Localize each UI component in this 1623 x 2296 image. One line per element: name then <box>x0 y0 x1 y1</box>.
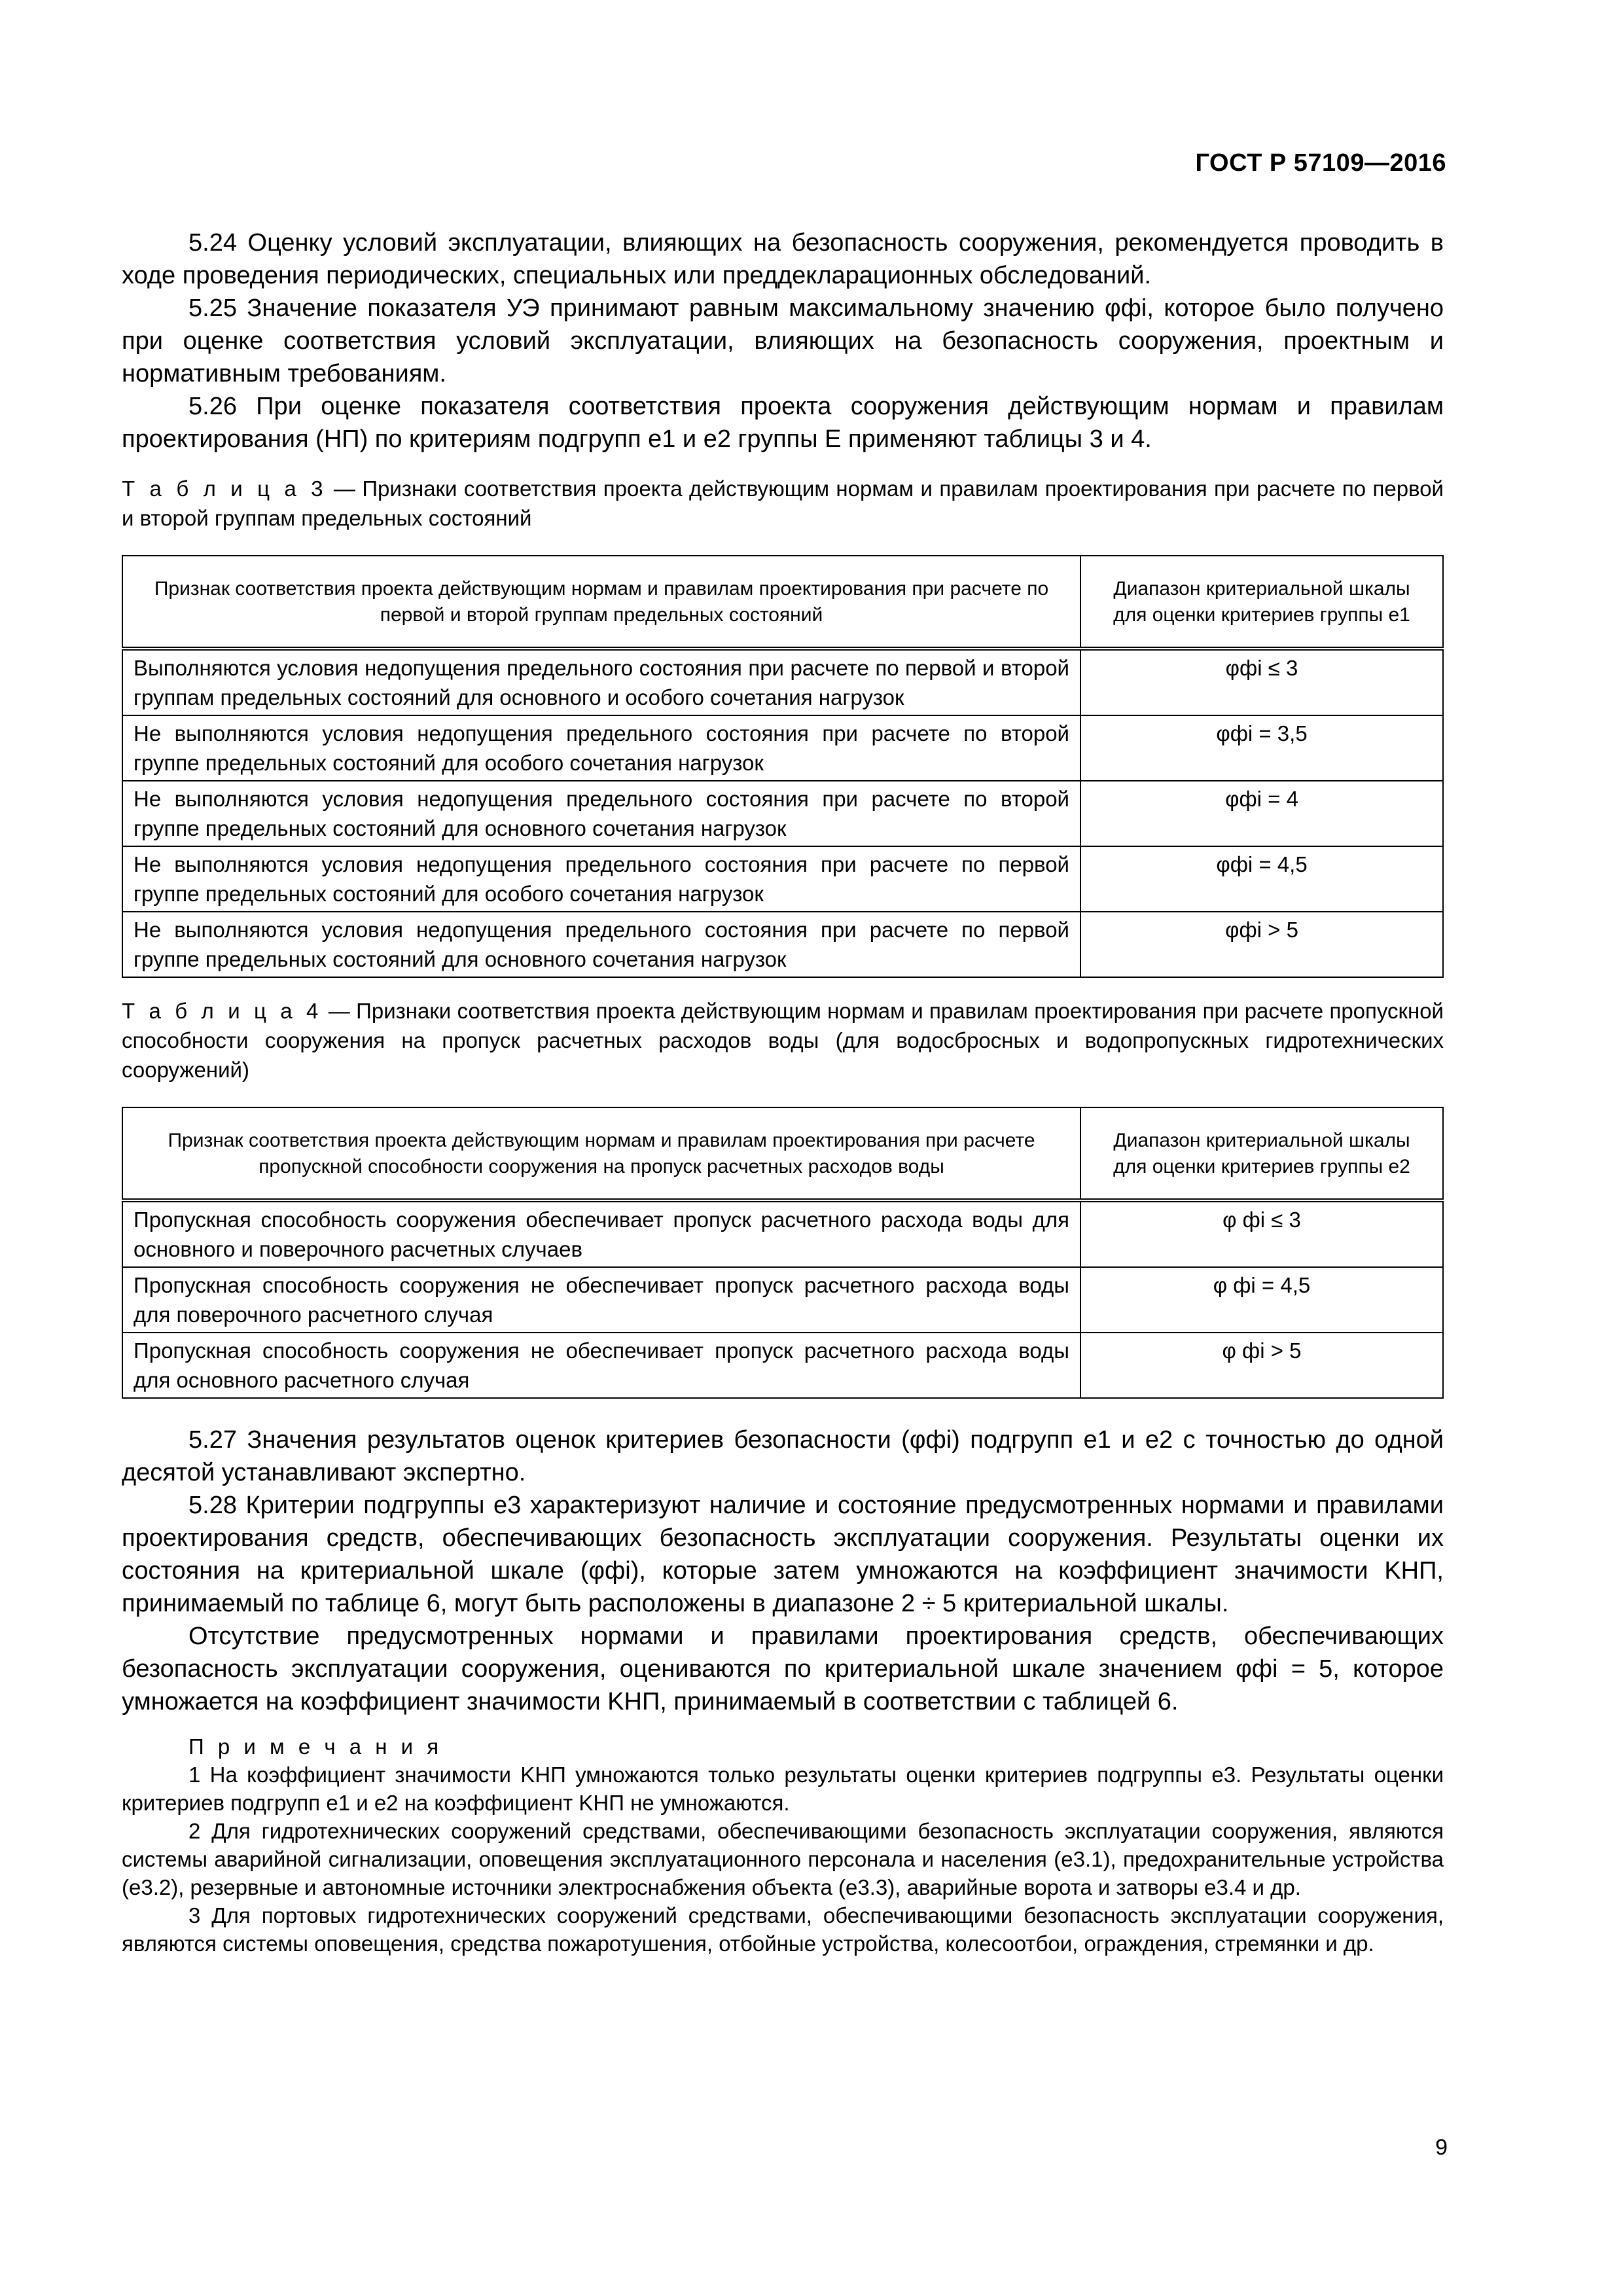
table4-row3-range: φ фi > 5 <box>1080 1333 1443 1398</box>
table3-header-range: Диапазон критериальной шкалы для оценки критериев группы е1 <box>1080 556 1443 649</box>
table4-row1-criterion: Пропускная способность сооружения обеспечивает пропуск расчетного расхода воды для основного и поверочного расчетных случаев <box>122 1200 1080 1267</box>
table4-row2-criterion: Пропускная способность сооружения не обеспечивает пропуск расчетного расхода воды для поверочного расчетного случая <box>122 1267 1080 1333</box>
table3-row1-range: φфi ≤ 3 <box>1080 649 1443 715</box>
table-row <box>122 781 1443 846</box>
table3-row1-criterion: Выполняются условия недопущения предельного состояния при расчете по первой и второй группам предельных состояний для основного и особого сочетания нагрузок <box>122 649 1080 715</box>
table3-row2-range: φфi = 3,5 <box>1080 715 1443 781</box>
table4-caption-text: — Признаки соответствия проекта действующим нормам и правилам проектирования при расчете пропускной способности сооружения на пропуск расчетных расходов воды (для водосбросных и водопропускных гидротехнических сооружений) <box>122 999 1444 1082</box>
table4-header-criterion: Признак соответствия проекта действующим нормам и правилам проектирования при расчете пропускной способности сооружения на пропуск расчетных расходов воды <box>122 1107 1080 1200</box>
table-4 <box>122 1107 1444 1399</box>
section-top <box>122 226 1444 456</box>
table3-header-criterion: Признак соответствия проекта действующим нормам и правилам проектирования при расчете по первой и второй группам предельных состояний <box>122 556 1080 649</box>
table4-caption <box>122 996 1444 1085</box>
table3-row5-range: φфi > 5 <box>1080 912 1443 977</box>
table4-row3-criterion: Пропускная способность сооружения не обеспечивает пропуск расчетного расхода воды для основного расчетного случая <box>122 1333 1080 1398</box>
table3-row4-range: φфi = 4,5 <box>1080 846 1443 912</box>
table-row <box>122 846 1443 912</box>
table4-label: Т а б л и ц а 4 <box>122 999 323 1023</box>
notes-title: П р и м е ч а н и я <box>188 1734 443 1759</box>
table3-row4-criterion: Не выполняются условия недопущения предельного состояния при расчете по первой группе предельных состояний для особого сочетания нагрузок <box>122 846 1080 912</box>
table4-header-row <box>122 1107 1443 1200</box>
table-3 <box>122 555 1444 978</box>
table3-row5-criterion: Не выполняются условия недопущения предельного состояния при расчете по первой группе предельных состояний для основного сочетания нагрузок <box>122 912 1080 977</box>
table4-row1-range: φ фi ≤ 3 <box>1080 1200 1443 1267</box>
table3-caption <box>122 474 1444 533</box>
note-2: 2 Для гидротехнических сооружений средствами, обеспечивающими безопасность эксплуатации сооружения, являются системы аварийной сигнализации, оповещения эксплуатационного персонала и населения (е3.1), предохранительные устройства (е3.2), резервные и автономные источники электроснабжения объекта (е3.3), аварийные ворота и затворы е3.4 и др. <box>122 1819 1444 1899</box>
paragraph-5-26: 5.26 При оценке показателя соответствия проекта сооружения действующим нормам и правилам проектирования (НП) по критериям подгрупп е1 и е2 группы Е применяют таблицы 3 и 4. <box>122 393 1444 453</box>
paragraph-5-25: 5.25 Значение показателя УЭ принимают равным максимальному значению φфi, которое было получено при оценке соответствия условий эксплуатации, влияющих на безопасность сооружения, проектным и нормативным требованиям. <box>122 295 1444 387</box>
table3-header-row <box>122 556 1443 649</box>
notes-block <box>122 1732 1444 1958</box>
paragraph-5-24: 5.24 Оценку условий эксплуатации, влияющих на безопасность сооружения, рекомендуется проводить в ходе проведения периодических, специальных или преддекларационных обследований. <box>122 229 1444 289</box>
table-row <box>122 1333 1443 1398</box>
table-row <box>122 715 1443 781</box>
page-number: 9 <box>1435 2135 1448 2160</box>
note-1: 1 На коэффициент значимости KНП умножаются только результаты оценки критериев подгруппы е3. Результаты оценки критериев подгрупп е1 и е2 на коэффициент KНП не умножаются. <box>122 1763 1444 1815</box>
table4-row2-range: φ фi = 4,5 <box>1080 1267 1443 1333</box>
page-content <box>122 131 1444 1958</box>
table3-row3-range: φфi = 4 <box>1080 781 1443 846</box>
table3-caption-text: — Признаки соответствия проекта действующим нормам и правилам проектирования при расчете по первой и второй группам предельных состояний <box>122 476 1444 530</box>
section-bottom <box>122 1424 1444 1718</box>
table3-row2-criterion: Не выполняются условия недопущения предельного состояния при расчете по второй группе предельных состояний для особого сочетания нагрузок <box>122 715 1080 781</box>
paragraph-5-27: 5.27 Значения результатов оценок критериев безопасности (φфi) подгрупп е1 и е2 с точностью до одной десятой устанавливают экспертно. <box>122 1426 1444 1486</box>
table3-row3-criterion: Не выполняются условия недопущения предельного состояния при расчете по второй группе предельных состояний для основного сочетания нагрузок <box>122 781 1080 846</box>
table-row <box>122 1267 1443 1333</box>
paragraph-5-28: 5.28 Критерии подгруппы е3 характеризуют наличие и состояние предусмотренных нормами и правилами проектирования средств, обеспечивающих безопасность эксплуатации сооружения. Результаты оценки их состояния на критериальной шкале (φфi), которые затем умножаются на коэффициент значимости KНП, принимаемый по таблице 6, могут быть расположены в диапазоне 2 ÷ 5 критериальной шкалы. <box>122 1492 1444 1617</box>
table4-header-range: Диапазон критериальной шкалы для оценки критериев группы е2 <box>1080 1107 1443 1200</box>
document-id: ГОСТ Р 57109—2016 <box>1195 149 1446 177</box>
table3-label: Т а б л и ц а 3 <box>122 476 327 501</box>
table-row <box>122 649 1443 715</box>
table-row <box>122 912 1443 977</box>
note-3: 3 Для портовых гидротехнических сооружений средствами, обеспечивающими безопасность эксплуатации сооружения, являются системы оповещения, средства пожаротушения, отбойные устройства, колесоотбои, ограждения, стремянки и др. <box>122 1903 1444 1956</box>
table-row <box>122 1200 1443 1267</box>
paragraph-absence: Отсутствие предусмотренных нормами и правилами проектирования средств, обеспечивающих безопасность эксплуатации сооружения, оцениваются по критериальной шкале значением φфi = 5, которое умножается на коэффициент значимости KНП, принимаемый в соответствии с таблицей 6. <box>122 1623 1444 1715</box>
